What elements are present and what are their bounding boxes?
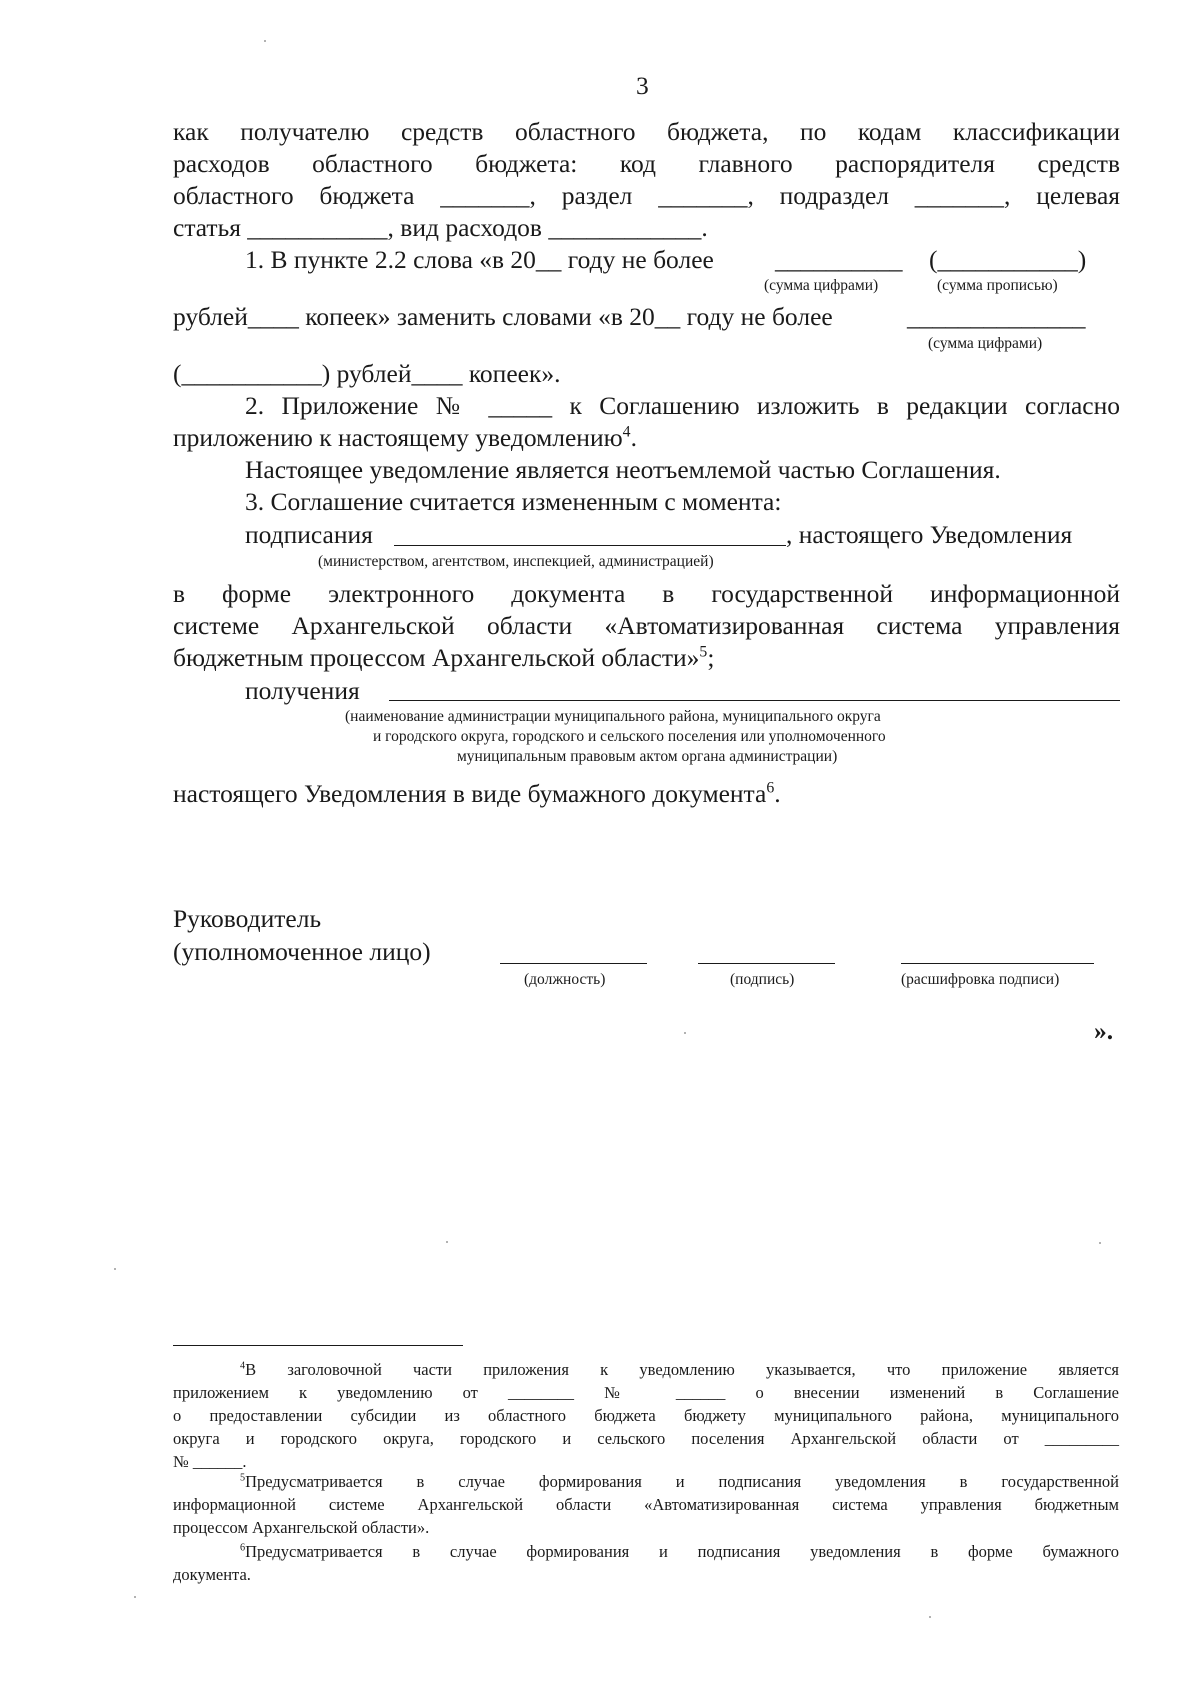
footnote-5-line-2: информационной системе Архангельской области «Автоматизированная система управления бюджетным xyxy=(173,1495,1119,1514)
signature-head-subtitle: (уполномоченное лицо) xyxy=(173,937,431,966)
footnote-4-line-1: $^4$В заголовочной части приложения к уведомлению указывается, что приложение является xyxy=(240,1360,1119,1379)
scan-speck xyxy=(1099,1242,1101,1244)
footnote-6-line-1: $^6$Предусматривается в случае формирования и подписания уведомления в форме бумажного xyxy=(240,1542,1119,1561)
footnote-ref-5: 5 xyxy=(699,643,708,661)
caption-decoding: (расшифровка подписи) xyxy=(901,971,1060,988)
body-line-4: статья ___________, вид расходов ____________. xyxy=(173,213,708,242)
decoding-line xyxy=(901,963,1094,964)
footnote-6-line-2: документа. xyxy=(173,1565,251,1584)
caption-admin-1: (наименование администрации муниципального района, муниципального округа xyxy=(345,708,881,725)
item2-line1: 2. Приложение № _____ к Соглашению изложить в редакции согласно xyxy=(245,391,1120,420)
item2-line2: приложению к настоящему уведомлению$^4$. xyxy=(173,423,637,452)
footnote-5-number: 5 xyxy=(240,1472,246,1484)
item1-text: 1. В пункте 2.2 слова «в 20__ году не более xyxy=(245,245,714,274)
item3-last-line: настоящего Уведомления в виде бумажного документа$^6$. xyxy=(173,779,781,808)
footnote-4-number: 4 xyxy=(240,1360,246,1372)
item1-blank-digits: __________ xyxy=(775,245,903,274)
body-line-3: областного бюджета _______, раздел _______, подраздел _______, целевая xyxy=(173,181,1120,210)
scan-speck xyxy=(114,1268,116,1270)
footnote-5-line-1: $^5$Предусматривается в случае формирования и подписания уведомления в государственной xyxy=(240,1472,1119,1491)
body-line-1: как получателю средств областного бюджета, по кодам классификации xyxy=(173,117,1120,146)
scan-speck xyxy=(264,40,266,42)
caption-admin-3: муниципальным правовым актом органа администрации) xyxy=(457,748,838,765)
item3-line5: бюджетным процессом Архангельской области»$^5$; xyxy=(173,643,715,672)
signing-blank-line xyxy=(394,545,786,546)
item3-line3: в форме электронного документа в государственной информационной xyxy=(173,579,1120,608)
item3-signing-rest: , настоящего Уведомления xyxy=(786,520,1073,549)
item3-line4: системе Архангельской области «Автоматизированная система управления xyxy=(173,611,1120,640)
caption-sum-digits-2: (сумма цифрами) xyxy=(928,335,1043,352)
signature-head-title: Руководитель xyxy=(173,904,322,933)
caption-position: (должность) xyxy=(524,971,606,988)
caption-sum-digits: (сумма цифрами) xyxy=(764,277,879,294)
footnote-ref-6: 6 xyxy=(766,779,775,797)
page-number: 3 xyxy=(636,71,649,100)
caption-admin-2: и городского округа, городского и сельского поселения или уполномоченного xyxy=(373,728,886,745)
caption-sum-words: (сумма прописью) xyxy=(937,277,1058,294)
item3-signing-label: подписания xyxy=(245,520,373,549)
scan-speck xyxy=(929,1616,931,1618)
body-line-2: расходов областного бюджета: код главного распорядителя средств xyxy=(173,149,1120,178)
footnote-4-line-4: округа и городского округа, городского и сельского поселения Архангельской области от _________ xyxy=(173,1429,1119,1448)
footnote-6-number: 6 xyxy=(240,1542,246,1554)
footnote-4-line-5: № ______. xyxy=(173,1452,247,1471)
scan-speck xyxy=(446,1241,448,1243)
caption-signature: (подпись) xyxy=(730,971,795,988)
item1-line2: рублей____ копеек» заменить словами «в 20__ году не более xyxy=(173,302,833,331)
item1-blank-words: (___________) xyxy=(929,245,1087,274)
integral-part-text: Настоящее уведомление является неотъемлемой частью Соглашения. xyxy=(245,455,1001,484)
receiving-blank-line xyxy=(389,700,1120,701)
footnote-ref-4: 4 xyxy=(622,423,631,441)
footnote-5-line-3: процессом Архангельской области». xyxy=(173,1518,430,1537)
footnote-separator xyxy=(173,1345,463,1346)
closing-quote: ». xyxy=(1094,1016,1114,1045)
caption-ministry: (министерством, агентством, инспекцией, администрацией) xyxy=(318,553,714,570)
item1-blank-digits-2: ______________ xyxy=(907,302,1086,331)
position-line xyxy=(500,963,647,964)
scan-speck xyxy=(134,1596,136,1598)
signature-line xyxy=(698,963,835,964)
item3-receiving-label: получения xyxy=(245,676,360,705)
scan-speck xyxy=(684,1032,686,1034)
item3-title: 3. Соглашение считается измененным с момента: xyxy=(245,487,782,516)
footnote-4-line-3: о предоставлении субсидии из областного бюджета бюджету муниципального района, муниципального xyxy=(173,1406,1119,1425)
item1-line3: (___________) рублей____ копеек». xyxy=(173,359,561,388)
footnote-4-line-2: приложением к уведомлению от ________ № ______ о внесении изменений в Соглашение xyxy=(173,1383,1119,1402)
